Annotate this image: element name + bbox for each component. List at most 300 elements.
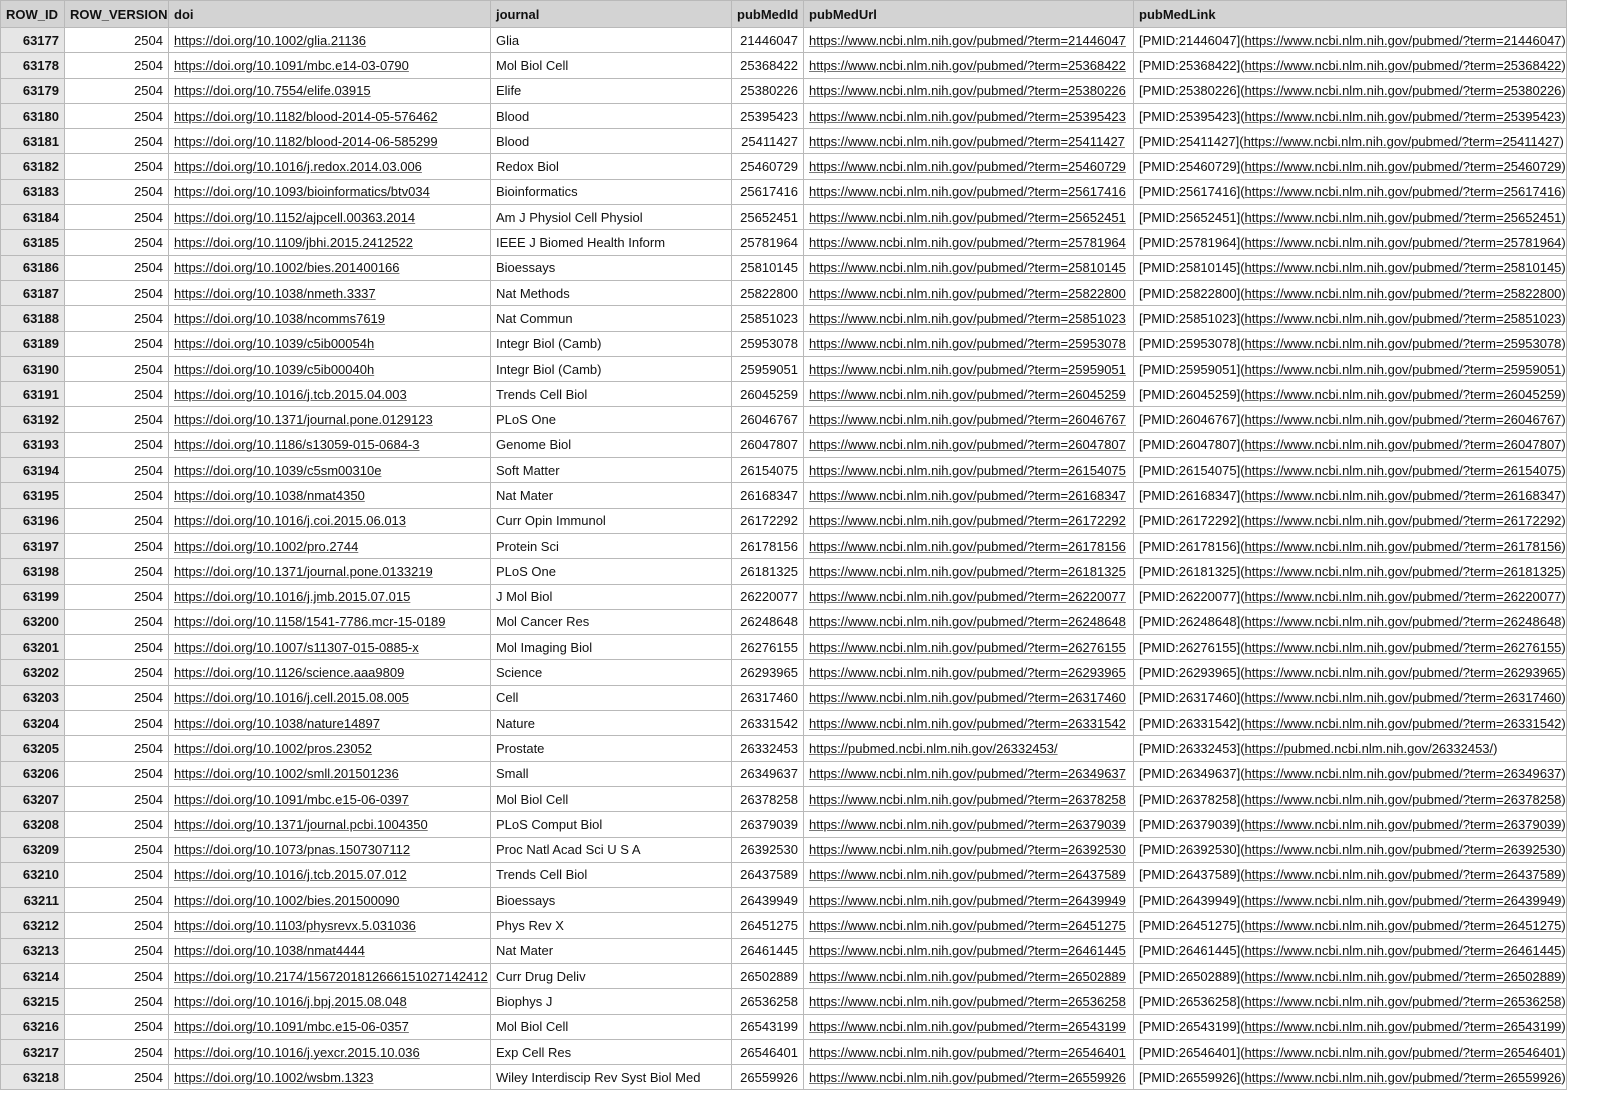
pubmed-link-cell[interactable] (1134, 736, 1567, 761)
row-version-cell[interactable]: 2504 (65, 28, 169, 53)
journal-cell[interactable]: J Mol Biol (491, 584, 732, 609)
pubmed-url-cell[interactable] (804, 458, 1134, 483)
pubmed-url-link[interactable]: https://www.ncbi.nlm.nih.gov/pubmed/?term=26293965 (809, 665, 1126, 681)
pubmed-url-link[interactable]: https://www.ncbi.nlm.nih.gov/pubmed/?term=26439949 (809, 892, 1126, 908)
doi-link[interactable]: https://doi.org/10.7554/elife.03915 (174, 83, 371, 99)
pubmed-link-url[interactable]: https://www.ncbi.nlm.nih.gov/pubmed/?term=26220077 (1244, 589, 1562, 605)
pubmed-url-cell[interactable] (804, 837, 1134, 862)
journal-cell[interactable]: Nat Mater (491, 483, 732, 508)
journal-cell[interactable]: Nat Mater (491, 938, 732, 963)
pubmed-id-cell[interactable]: 26178156 (732, 533, 804, 558)
pubmed-url-link[interactable]: https://www.ncbi.nlm.nih.gov/pubmed/?term=25959051 (809, 361, 1126, 377)
journal-cell[interactable]: Science (491, 660, 732, 685)
pubmed-id-cell[interactable]: 26220077 (732, 584, 804, 609)
journal-cell[interactable]: IEEE J Biomed Health Inform (491, 230, 732, 255)
pubmed-url-cell[interactable] (804, 533, 1134, 558)
pubmed-link-url[interactable]: https://www.ncbi.nlm.nih.gov/pubmed/?term=26168347 (1244, 487, 1562, 503)
pubmed-url-cell[interactable] (804, 483, 1134, 508)
pubmed-url-cell[interactable] (804, 432, 1134, 457)
pubmed-id-cell[interactable]: 25822800 (732, 280, 804, 305)
pubmed-url-cell[interactable] (804, 736, 1134, 761)
journal-cell[interactable]: Nature (491, 711, 732, 736)
pubmed-link-url[interactable]: https://www.ncbi.nlm.nih.gov/pubmed/?term=26461445 (1244, 943, 1562, 959)
row-id-cell[interactable]: 63181 (1, 129, 65, 154)
pubmed-url-link[interactable]: https://www.ncbi.nlm.nih.gov/pubmed/?term=26317460 (809, 690, 1126, 706)
pubmed-link-cell[interactable] (1134, 559, 1567, 584)
pubmed-link-cell[interactable] (1134, 862, 1567, 887)
journal-cell[interactable]: Protein Sci (491, 533, 732, 558)
pubmed-url-cell[interactable] (804, 888, 1134, 913)
pubmed-link-url[interactable]: https://www.ncbi.nlm.nih.gov/pubmed/?term=26439949 (1244, 892, 1562, 908)
row-version-cell[interactable]: 2504 (65, 179, 169, 204)
row-id-cell[interactable]: 63186 (1, 255, 65, 280)
pubmed-url-cell[interactable] (804, 407, 1134, 432)
pubmed-id-cell[interactable]: 25953078 (732, 331, 804, 356)
pubmed-id-cell[interactable]: 26461445 (732, 938, 804, 963)
pubmed-link-url[interactable]: https://www.ncbi.nlm.nih.gov/pubmed/?term=25822800 (1244, 285, 1562, 301)
journal-cell[interactable]: Bioinformatics (491, 179, 732, 204)
pubmed-link-url[interactable]: https://www.ncbi.nlm.nih.gov/pubmed/?term=26331542 (1244, 715, 1562, 731)
row-id-cell[interactable]: 63207 (1, 786, 65, 811)
journal-cell[interactable]: Am J Physiol Cell Physiol (491, 205, 732, 230)
doi-link[interactable]: https://doi.org/10.1007/s11307-015-0885-x (174, 639, 419, 655)
doi-link[interactable]: https://doi.org/10.1039/c5sm00310e (174, 462, 382, 478)
doi-link[interactable]: https://doi.org/10.1016/j.cell.2015.08.005 (174, 690, 409, 706)
pubmed-id-cell[interactable]: 25460729 (732, 154, 804, 179)
pubmed-id-cell[interactable]: 26546401 (732, 1039, 804, 1064)
row-version-cell[interactable]: 2504 (65, 533, 169, 558)
row-id-cell[interactable]: 63196 (1, 508, 65, 533)
journal-cell[interactable]: Trends Cell Biol (491, 862, 732, 887)
pubmed-url-link[interactable]: https://www.ncbi.nlm.nih.gov/pubmed/?term=26046767 (809, 412, 1126, 428)
journal-cell[interactable]: Mol Biol Cell (491, 53, 732, 78)
doi-cell[interactable] (169, 179, 491, 204)
pubmed-id-cell[interactable]: 26439949 (732, 888, 804, 913)
pubmed-url-link[interactable]: https://www.ncbi.nlm.nih.gov/pubmed/?term=26502889 (809, 968, 1126, 984)
row-id-cell[interactable]: 63205 (1, 736, 65, 761)
pubmed-link-url[interactable]: https://www.ncbi.nlm.nih.gov/pubmed/?term=26045259 (1244, 386, 1562, 402)
pubmed-link-cell[interactable] (1134, 432, 1567, 457)
doi-cell[interactable] (169, 508, 491, 533)
pubmed-link-url[interactable]: https://www.ncbi.nlm.nih.gov/pubmed/?term=26536258 (1244, 993, 1562, 1009)
row-id-cell[interactable]: 63201 (1, 635, 65, 660)
row-id-cell[interactable]: 63187 (1, 280, 65, 305)
journal-cell[interactable]: Nat Commun (491, 306, 732, 331)
pubmed-url-link[interactable]: https://www.ncbi.nlm.nih.gov/pubmed/?term=26559926 (809, 1069, 1126, 1085)
doi-link[interactable]: https://doi.org/10.1002/bies.201400166 (174, 260, 400, 276)
pubmed-url-cell[interactable] (804, 989, 1134, 1014)
pubmed-url-link[interactable]: https://www.ncbi.nlm.nih.gov/pubmed/?term=26546401 (809, 1044, 1126, 1060)
pubmed-id-cell[interactable]: 25380226 (732, 78, 804, 103)
pubmed-link-url[interactable]: https://www.ncbi.nlm.nih.gov/pubmed/?term=26379039 (1244, 816, 1562, 832)
pubmed-link-cell[interactable] (1134, 154, 1567, 179)
row-id-cell[interactable]: 63200 (1, 609, 65, 634)
pubmed-link-url[interactable]: https://www.ncbi.nlm.nih.gov/pubmed/?term=26349637 (1244, 766, 1562, 782)
doi-cell[interactable] (169, 382, 491, 407)
pubmed-url-cell[interactable] (804, 609, 1134, 634)
row-id-cell[interactable]: 63212 (1, 913, 65, 938)
doi-link[interactable]: https://doi.org/10.1126/science.aaa9809 (174, 665, 405, 681)
doi-cell[interactable] (169, 609, 491, 634)
column-header-row-version[interactable]: ROW_VERSION (65, 1, 169, 28)
column-header-pubmed-id[interactable]: pubMedId (732, 1, 804, 28)
doi-link[interactable]: https://doi.org/10.1016/j.yexcr.2015.10.036 (174, 1044, 420, 1060)
journal-cell[interactable]: Blood (491, 129, 732, 154)
doi-cell[interactable] (169, 685, 491, 710)
row-version-cell[interactable]: 2504 (65, 255, 169, 280)
pubmed-link-url[interactable]: https://www.ncbi.nlm.nih.gov/pubmed/?term=26559926 (1244, 1069, 1562, 1085)
doi-link[interactable]: https://doi.org/10.1152/ajpcell.00363.2014 (174, 209, 416, 225)
pubmed-link-cell[interactable] (1134, 1014, 1567, 1039)
doi-link[interactable]: https://doi.org/10.1016/j.redox.2014.03.006 (174, 159, 422, 175)
journal-cell[interactable]: Elife (491, 78, 732, 103)
pubmed-url-link[interactable]: https://www.ncbi.nlm.nih.gov/pubmed/?term=25953078 (809, 336, 1126, 352)
row-id-cell[interactable]: 63189 (1, 331, 65, 356)
row-version-cell[interactable]: 2504 (65, 1014, 169, 1039)
pubmed-url-cell[interactable] (804, 53, 1134, 78)
doi-link[interactable]: https://doi.org/10.1016/j.bpj.2015.08.048 (174, 993, 407, 1009)
row-version-cell[interactable]: 2504 (65, 1039, 169, 1064)
row-version-cell[interactable]: 2504 (65, 685, 169, 710)
doi-link[interactable]: https://doi.org/10.1002/smll.201501236 (174, 766, 399, 782)
pubmed-url-link[interactable]: https://www.ncbi.nlm.nih.gov/pubmed/?term=26181325 (809, 563, 1126, 579)
pubmed-url-link[interactable]: https://www.ncbi.nlm.nih.gov/pubmed/?term=26461445 (809, 943, 1126, 959)
pubmed-id-cell[interactable]: 25781964 (732, 230, 804, 255)
row-id-cell[interactable]: 63215 (1, 989, 65, 1014)
pubmed-url-cell[interactable] (804, 812, 1134, 837)
pubmed-link-cell[interactable] (1134, 660, 1567, 685)
doi-link[interactable]: https://doi.org/10.2174/1567201812666151027142412 (174, 968, 488, 984)
pubmed-link-url[interactable]: https://www.ncbi.nlm.nih.gov/pubmed/?term=26046767 (1244, 412, 1562, 428)
doi-link[interactable]: https://doi.org/10.1039/c5ib00054h (174, 336, 375, 352)
pubmed-link-cell[interactable] (1134, 356, 1567, 381)
row-id-cell[interactable]: 63193 (1, 432, 65, 457)
pubmed-url-cell[interactable] (804, 230, 1134, 255)
pubmed-id-cell[interactable]: 26536258 (732, 989, 804, 1014)
row-version-cell[interactable]: 2504 (65, 736, 169, 761)
row-id-cell[interactable]: 63184 (1, 205, 65, 230)
pubmed-link-cell[interactable] (1134, 508, 1567, 533)
pubmed-id-cell[interactable]: 26181325 (732, 559, 804, 584)
pubmed-url-link[interactable]: https://www.ncbi.nlm.nih.gov/pubmed/?term=26451275 (809, 918, 1126, 934)
pubmed-id-cell[interactable]: 26317460 (732, 685, 804, 710)
doi-link[interactable]: https://doi.org/10.1016/j.tcb.2015.07.012 (174, 867, 407, 883)
pubmed-id-cell[interactable]: 26276155 (732, 635, 804, 660)
doi-cell[interactable] (169, 635, 491, 660)
pubmed-link-cell[interactable] (1134, 685, 1567, 710)
pubmed-link-cell[interactable] (1134, 761, 1567, 786)
pubmed-url-link[interactable]: https://www.ncbi.nlm.nih.gov/pubmed/?term=26220077 (809, 589, 1126, 605)
doi-cell[interactable] (169, 711, 491, 736)
row-version-cell[interactable]: 2504 (65, 483, 169, 508)
pubmed-link-cell[interactable] (1134, 786, 1567, 811)
pubmed-url-cell[interactable] (804, 635, 1134, 660)
journal-cell[interactable]: Soft Matter (491, 458, 732, 483)
pubmed-link-cell[interactable] (1134, 609, 1567, 634)
pubmed-link-cell[interactable] (1134, 963, 1567, 988)
doi-cell[interactable] (169, 989, 491, 1014)
pubmed-link-url[interactable]: https://www.ncbi.nlm.nih.gov/pubmed/?term=26451275 (1244, 918, 1562, 934)
pubmed-url-cell[interactable] (804, 356, 1134, 381)
pubmed-url-link[interactable]: https://www.ncbi.nlm.nih.gov/pubmed/?term=26331542 (809, 715, 1126, 731)
pubmed-link-url[interactable]: https://www.ncbi.nlm.nih.gov/pubmed/?term=26317460 (1244, 690, 1562, 706)
pubmed-url-link[interactable]: https://www.ncbi.nlm.nih.gov/pubmed/?term=26392530 (809, 842, 1126, 858)
journal-cell[interactable]: Nat Methods (491, 280, 732, 305)
row-version-cell[interactable]: 2504 (65, 458, 169, 483)
pubmed-link-cell[interactable] (1134, 837, 1567, 862)
column-header-pubmed-url[interactable]: pubMedUrl (804, 1, 1134, 28)
pubmed-id-cell[interactable]: 26332453 (732, 736, 804, 761)
doi-cell[interactable] (169, 280, 491, 305)
pubmed-url-link[interactable]: https://www.ncbi.nlm.nih.gov/pubmed/?term=21446047 (809, 32, 1126, 48)
row-version-cell[interactable]: 2504 (65, 306, 169, 331)
journal-cell[interactable]: PLoS One (491, 559, 732, 584)
row-id-cell[interactable]: 63217 (1, 1039, 65, 1064)
pubmed-url-cell[interactable] (804, 862, 1134, 887)
pubmed-link-cell[interactable] (1134, 382, 1567, 407)
pubmed-link-cell[interactable] (1134, 1039, 1567, 1064)
journal-cell[interactable]: Integr Biol (Camb) (491, 331, 732, 356)
row-version-cell[interactable]: 2504 (65, 1065, 169, 1090)
column-header-pubmed-link[interactable]: pubMedLink (1134, 1, 1567, 28)
row-version-cell[interactable]: 2504 (65, 609, 169, 634)
doi-link[interactable]: https://doi.org/10.1002/glia.21136 (174, 32, 367, 48)
pubmed-url-link[interactable]: https://www.ncbi.nlm.nih.gov/pubmed/?term=26536258 (809, 993, 1126, 1009)
pubmed-url-link[interactable]: https://pubmed.ncbi.nlm.nih.gov/26332453/ (809, 740, 1058, 756)
row-id-cell[interactable]: 63180 (1, 103, 65, 128)
pubmed-link-url[interactable]: https://www.ncbi.nlm.nih.gov/pubmed/?term=25411427 (1243, 133, 1560, 149)
pubmed-id-cell[interactable]: 26154075 (732, 458, 804, 483)
pubmed-id-cell[interactable]: 26045259 (732, 382, 804, 407)
pubmed-link-url[interactable]: https://www.ncbi.nlm.nih.gov/pubmed/?term=25617416 (1244, 184, 1562, 200)
row-id-cell[interactable]: 63185 (1, 230, 65, 255)
row-id-cell[interactable]: 63188 (1, 306, 65, 331)
pubmed-url-cell[interactable] (804, 508, 1134, 533)
doi-cell[interactable] (169, 154, 491, 179)
doi-cell[interactable] (169, 103, 491, 128)
pubmed-id-cell[interactable]: 26293965 (732, 660, 804, 685)
row-id-cell[interactable]: 63198 (1, 559, 65, 584)
pubmed-id-cell[interactable]: 26392530 (732, 837, 804, 862)
doi-cell[interactable] (169, 230, 491, 255)
column-header-doi[interactable]: doi (169, 1, 491, 28)
pubmed-id-cell[interactable]: 25851023 (732, 306, 804, 331)
row-version-cell[interactable]: 2504 (65, 938, 169, 963)
row-id-cell[interactable]: 63216 (1, 1014, 65, 1039)
doi-link[interactable]: https://doi.org/10.1109/jbhi.2015.2412522 (174, 235, 414, 251)
row-version-cell[interactable]: 2504 (65, 230, 169, 255)
pubmed-id-cell[interactable]: 26543199 (732, 1014, 804, 1039)
pubmed-url-link[interactable]: https://www.ncbi.nlm.nih.gov/pubmed/?term=26248648 (809, 614, 1126, 630)
doi-cell[interactable] (169, 28, 491, 53)
doi-link[interactable]: https://doi.org/10.1182/blood-2014-05-576462 (174, 108, 438, 124)
doi-cell[interactable] (169, 205, 491, 230)
pubmed-url-link[interactable]: https://www.ncbi.nlm.nih.gov/pubmed/?term=25380226 (809, 83, 1126, 99)
doi-link[interactable]: https://doi.org/10.1091/mbc.e15-06-0397 (174, 791, 409, 807)
pubmed-url-cell[interactable] (804, 963, 1134, 988)
pubmed-url-cell[interactable] (804, 913, 1134, 938)
pubmed-id-cell[interactable]: 25395423 (732, 103, 804, 128)
row-version-cell[interactable]: 2504 (65, 812, 169, 837)
doi-cell[interactable] (169, 533, 491, 558)
row-version-cell[interactable]: 2504 (65, 989, 169, 1014)
pubmed-url-cell[interactable] (804, 78, 1134, 103)
pubmed-url-cell[interactable] (804, 154, 1134, 179)
doi-cell[interactable] (169, 129, 491, 154)
pubmed-url-cell[interactable] (804, 660, 1134, 685)
pubmed-url-link[interactable]: https://www.ncbi.nlm.nih.gov/pubmed/?term=25395423 (809, 108, 1126, 124)
journal-cell[interactable]: Mol Biol Cell (491, 786, 732, 811)
doi-link[interactable]: https://doi.org/10.1039/c5ib00040h (174, 361, 375, 377)
pubmed-link-cell[interactable] (1134, 28, 1567, 53)
pubmed-link-url[interactable]: https://www.ncbi.nlm.nih.gov/pubmed/?term=26172292 (1244, 513, 1562, 529)
pubmed-link-url[interactable]: https://www.ncbi.nlm.nih.gov/pubmed/?term=26248648 (1244, 614, 1562, 630)
row-version-cell[interactable]: 2504 (65, 660, 169, 685)
doi-cell[interactable] (169, 306, 491, 331)
row-version-cell[interactable]: 2504 (65, 584, 169, 609)
pubmed-link-url[interactable]: https://pubmed.ncbi.nlm.nih.gov/26332453/ (1244, 740, 1494, 756)
pubmed-url-cell[interactable] (804, 711, 1134, 736)
row-id-cell[interactable]: 63206 (1, 761, 65, 786)
pubmed-link-cell[interactable] (1134, 53, 1567, 78)
row-id-cell[interactable]: 63202 (1, 660, 65, 685)
pubmed-id-cell[interactable]: 25617416 (732, 179, 804, 204)
pubmed-url-link[interactable]: https://www.ncbi.nlm.nih.gov/pubmed/?term=26045259 (809, 386, 1126, 402)
row-version-cell[interactable]: 2504 (65, 862, 169, 887)
pubmed-url-cell[interactable] (804, 179, 1134, 204)
pubmed-link-cell[interactable] (1134, 989, 1567, 1014)
pubmed-id-cell[interactable]: 26559926 (732, 1065, 804, 1090)
doi-cell[interactable] (169, 255, 491, 280)
row-version-cell[interactable]: 2504 (65, 963, 169, 988)
pubmed-id-cell[interactable]: 26248648 (732, 609, 804, 634)
doi-link[interactable]: https://doi.org/10.1073/pnas.1507307112 (174, 842, 411, 858)
row-id-cell[interactable]: 63211 (1, 888, 65, 913)
pubmed-link-url[interactable]: https://www.ncbi.nlm.nih.gov/pubmed/?term=26178156 (1244, 538, 1562, 554)
pubmed-link-cell[interactable] (1134, 407, 1567, 432)
pubmed-link-cell[interactable] (1134, 331, 1567, 356)
pubmed-id-cell[interactable]: 26168347 (732, 483, 804, 508)
pubmed-url-link[interactable]: https://www.ncbi.nlm.nih.gov/pubmed/?term=25810145 (809, 260, 1126, 276)
row-id-cell[interactable]: 63191 (1, 382, 65, 407)
doi-link[interactable]: https://doi.org/10.1002/pro.2744 (174, 538, 359, 554)
pubmed-url-link[interactable]: https://www.ncbi.nlm.nih.gov/pubmed/?term=26349637 (809, 766, 1126, 782)
doi-link[interactable]: https://doi.org/10.1093/bioinformatics/btv034 (174, 184, 430, 200)
doi-cell[interactable] (169, 1065, 491, 1090)
pubmed-link-cell[interactable] (1134, 1065, 1567, 1090)
row-version-cell[interactable]: 2504 (65, 280, 169, 305)
pubmed-url-link[interactable]: https://www.ncbi.nlm.nih.gov/pubmed/?term=26047807 (809, 437, 1126, 453)
journal-cell[interactable]: PLoS Comput Biol (491, 812, 732, 837)
row-version-cell[interactable]: 2504 (65, 382, 169, 407)
pubmed-link-cell[interactable] (1134, 205, 1567, 230)
doi-cell[interactable] (169, 888, 491, 913)
row-id-cell[interactable]: 63194 (1, 458, 65, 483)
row-id-cell[interactable]: 63178 (1, 53, 65, 78)
journal-cell[interactable]: Biophys J (491, 989, 732, 1014)
pubmed-url-cell[interactable] (804, 786, 1134, 811)
pubmed-link-url[interactable]: https://www.ncbi.nlm.nih.gov/pubmed/?term=26437589 (1244, 867, 1562, 883)
doi-cell[interactable] (169, 862, 491, 887)
row-version-cell[interactable]: 2504 (65, 154, 169, 179)
journal-cell[interactable]: Bioessays (491, 255, 732, 280)
doi-cell[interactable] (169, 53, 491, 78)
journal-cell[interactable]: Integr Biol (Camb) (491, 356, 732, 381)
pubmed-id-cell[interactable]: 26047807 (732, 432, 804, 457)
pubmed-url-cell[interactable] (804, 103, 1134, 128)
journal-cell[interactable]: Mol Cancer Res (491, 609, 732, 634)
pubmed-link-url[interactable]: https://www.ncbi.nlm.nih.gov/pubmed/?term=26378258 (1244, 791, 1562, 807)
row-version-cell[interactable]: 2504 (65, 205, 169, 230)
pubmed-url-cell[interactable] (804, 1065, 1134, 1090)
pubmed-link-url[interactable]: https://www.ncbi.nlm.nih.gov/pubmed/?term=26392530 (1244, 842, 1562, 858)
pubmed-url-cell[interactable] (804, 761, 1134, 786)
row-id-cell[interactable]: 63210 (1, 862, 65, 887)
doi-link[interactable]: https://doi.org/10.1371/journal.pcbi.1004350 (174, 816, 428, 832)
pubmed-link-url[interactable]: https://www.ncbi.nlm.nih.gov/pubmed/?term=25851023 (1244, 310, 1562, 326)
pubmed-id-cell[interactable]: 26378258 (732, 786, 804, 811)
journal-cell[interactable]: Curr Opin Immunol (491, 508, 732, 533)
doi-cell[interactable] (169, 483, 491, 508)
journal-cell[interactable]: Genome Biol (491, 432, 732, 457)
doi-link[interactable]: https://doi.org/10.1038/nature14897 (174, 715, 380, 731)
pubmed-id-cell[interactable]: 25959051 (732, 356, 804, 381)
doi-cell[interactable] (169, 938, 491, 963)
pubmed-url-link[interactable]: https://www.ncbi.nlm.nih.gov/pubmed/?term=25460729 (809, 159, 1126, 175)
doi-cell[interactable] (169, 559, 491, 584)
doi-link[interactable]: https://doi.org/10.1002/wsbm.1323 (174, 1069, 374, 1085)
pubmed-url-cell[interactable] (804, 129, 1134, 154)
row-id-cell[interactable]: 63214 (1, 963, 65, 988)
row-version-cell[interactable]: 2504 (65, 508, 169, 533)
pubmed-id-cell[interactable]: 21446047 (732, 28, 804, 53)
journal-cell[interactable]: Curr Drug Deliv (491, 963, 732, 988)
pubmed-url-link[interactable]: https://www.ncbi.nlm.nih.gov/pubmed/?term=25652451 (809, 209, 1126, 225)
pubmed-url-link[interactable]: https://www.ncbi.nlm.nih.gov/pubmed/?term=26154075 (809, 462, 1126, 478)
pubmed-link-url[interactable]: https://www.ncbi.nlm.nih.gov/pubmed/?term=26293965 (1244, 665, 1562, 681)
pubmed-link-cell[interactable] (1134, 711, 1567, 736)
doi-cell[interactable] (169, 1014, 491, 1039)
doi-cell[interactable] (169, 432, 491, 457)
pubmed-link-cell[interactable] (1134, 458, 1567, 483)
pubmed-url-link[interactable]: https://www.ncbi.nlm.nih.gov/pubmed/?term=26276155 (809, 639, 1126, 655)
doi-link[interactable]: https://doi.org/10.1038/nmat4350 (174, 487, 365, 503)
journal-cell[interactable]: Wiley Interdiscip Rev Syst Biol Med (491, 1065, 732, 1090)
pubmed-link-url[interactable]: https://www.ncbi.nlm.nih.gov/pubmed/?term=26181325 (1244, 563, 1562, 579)
doi-cell[interactable] (169, 761, 491, 786)
row-id-cell[interactable]: 63199 (1, 584, 65, 609)
row-id-cell[interactable]: 63192 (1, 407, 65, 432)
row-id-cell[interactable]: 63179 (1, 78, 65, 103)
row-version-cell[interactable]: 2504 (65, 432, 169, 457)
column-header-journal[interactable]: journal (491, 1, 732, 28)
pubmed-url-cell[interactable] (804, 1014, 1134, 1039)
row-id-cell[interactable]: 63208 (1, 812, 65, 837)
pubmed-url-link[interactable]: https://www.ncbi.nlm.nih.gov/pubmed/?term=25617416 (809, 184, 1126, 200)
row-version-cell[interactable]: 2504 (65, 786, 169, 811)
doi-cell[interactable] (169, 1039, 491, 1064)
row-version-cell[interactable]: 2504 (65, 356, 169, 381)
pubmed-url-link[interactable]: https://www.ncbi.nlm.nih.gov/pubmed/?term=26178156 (809, 538, 1126, 554)
pubmed-id-cell[interactable]: 25810145 (732, 255, 804, 280)
pubmed-link-cell[interactable] (1134, 255, 1567, 280)
pubmed-link-url[interactable]: https://www.ncbi.nlm.nih.gov/pubmed/?term=21446047 (1244, 32, 1562, 48)
doi-link[interactable]: https://doi.org/10.1016/j.coi.2015.06.013 (174, 513, 407, 529)
pubmed-link-cell[interactable] (1134, 635, 1567, 660)
journal-cell[interactable]: PLoS One (491, 407, 732, 432)
pubmed-link-cell[interactable] (1134, 129, 1567, 154)
pubmed-link-url[interactable]: https://www.ncbi.nlm.nih.gov/pubmed/?term=25959051 (1244, 361, 1562, 377)
